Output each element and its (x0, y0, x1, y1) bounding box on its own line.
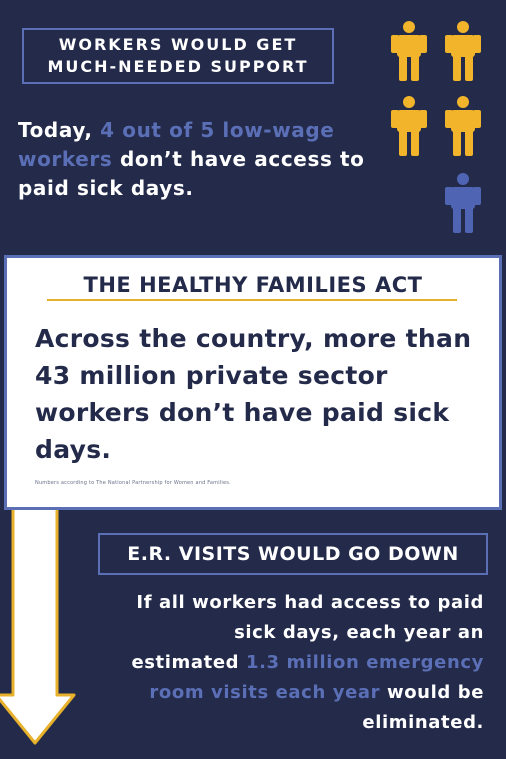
person-icon (390, 95, 428, 157)
statement-suffix: would be eliminated. (362, 682, 484, 733)
statement-highlight: 4 out of 5 low-wage workers (18, 118, 335, 171)
er-visits-statement (124, 588, 484, 738)
statement-prefix: Today, (18, 118, 101, 142)
person-icon (444, 20, 482, 82)
person-icon (390, 20, 428, 82)
down-arrow-icon (0, 505, 80, 759)
person-icon (444, 172, 482, 234)
statement-prefix: If all workers had access to paid sick days, each year an estimated (131, 592, 484, 673)
er-visits-header: E.R. VISITS WOULD GO DOWN (98, 533, 488, 575)
header-line-1: WORKERS WOULD GET (58, 35, 298, 54)
header-line-2: MUCH-NEEDED SUPPORT (47, 57, 309, 76)
statement-highlight: 1.3 million emergency room visits each year (149, 652, 484, 703)
title-underline (47, 299, 457, 301)
healthy-families-card (4, 255, 502, 510)
card-statement: Across the country, more than 43 million private sector workers don’t have paid sick days. (35, 324, 472, 464)
source-note: Numbers according to The National Partnership for Women and Families. (35, 480, 231, 486)
low-wage-statement (18, 116, 378, 203)
workers-support-header (22, 28, 334, 84)
person-icon (444, 95, 482, 157)
statement-suffix: don’t have access to paid sick days. (18, 147, 365, 200)
card-title: THE HEALTHY FAMILIES ACT (83, 273, 423, 297)
